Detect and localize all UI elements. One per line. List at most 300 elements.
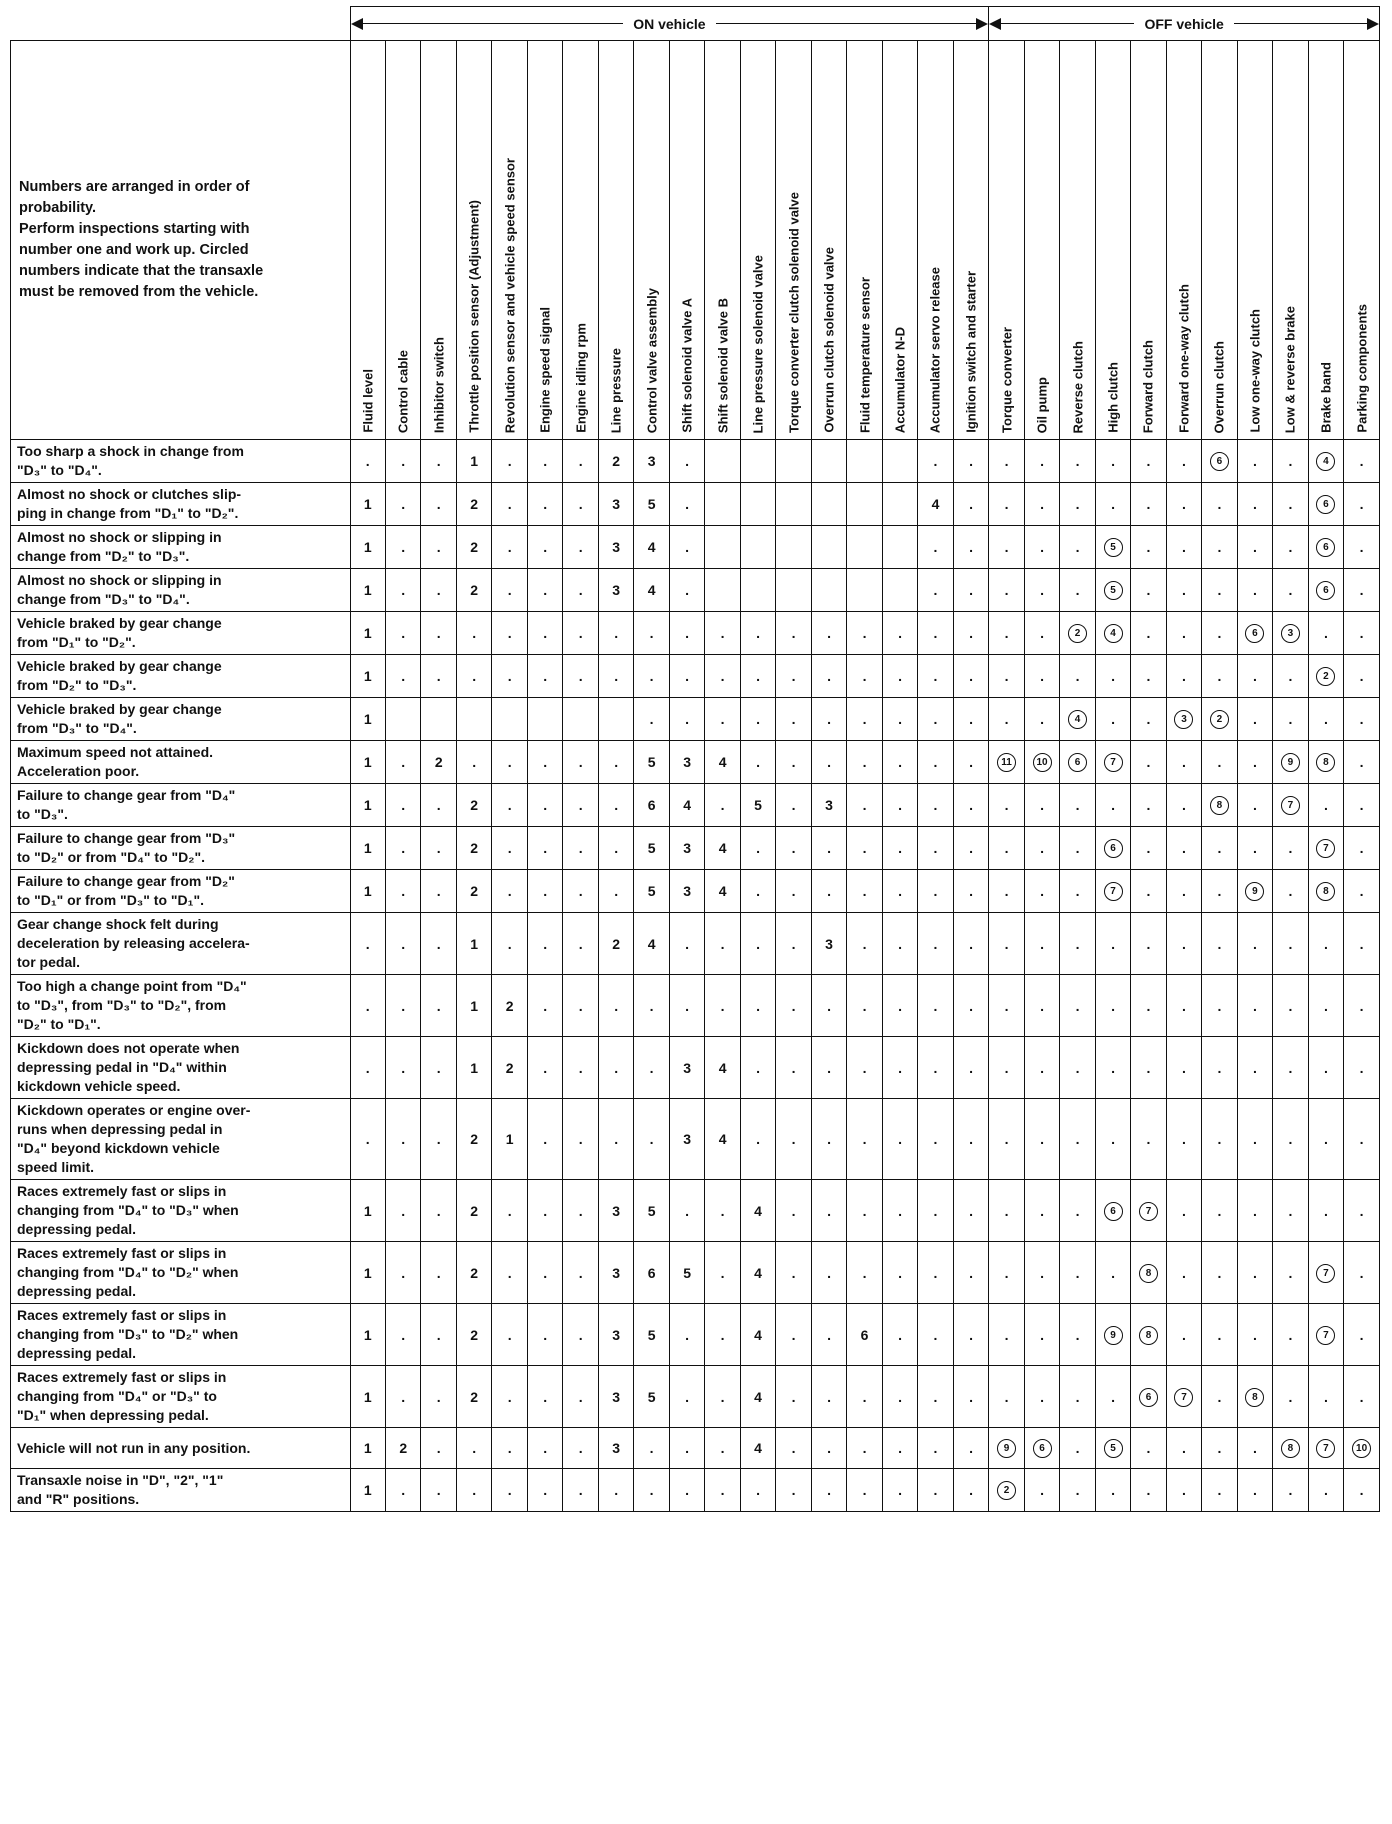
value-cell [385, 1428, 420, 1469]
value-cell [740, 612, 775, 655]
value-cell [421, 784, 456, 827]
value-cell [1166, 1469, 1201, 1512]
cell-value: . [1182, 797, 1186, 813]
cell-value: . [827, 1482, 831, 1498]
cell-value: . [933, 539, 938, 555]
value-cell [705, 975, 740, 1037]
symptom-line: Vehicle braked by gear change [17, 615, 222, 631]
column-label: Shift solenoid valve B [715, 297, 731, 433]
cell-value: . [1075, 1202, 1080, 1219]
circled-number: 7 [1316, 1264, 1335, 1283]
value-cell [740, 1099, 775, 1180]
value-cell [776, 1180, 811, 1242]
value-cell [1202, 1428, 1237, 1469]
value-cell [1273, 784, 1308, 827]
value-cell [1131, 784, 1166, 827]
cell-value: . [436, 539, 441, 555]
value-cell [634, 1469, 669, 1512]
value-cell [882, 655, 917, 698]
value-cell [1060, 1304, 1095, 1366]
value-cell [1095, 1099, 1130, 1180]
table-row [11, 1099, 1380, 1180]
value-cell [1060, 1099, 1095, 1180]
value-cell [1237, 784, 1272, 827]
cell-value: . [862, 668, 867, 684]
cell-value: . [1004, 625, 1009, 641]
cell-value: . [1146, 840, 1151, 856]
column-header [705, 41, 740, 440]
value-cell [1237, 1242, 1272, 1304]
value-cell [953, 1366, 989, 1428]
symptom-line: changing from "D₃" to "D₂" when [17, 1326, 239, 1342]
symptom-cell [11, 1366, 351, 1428]
cell-value: . [1359, 883, 1364, 899]
cell-value: . [827, 997, 831, 1014]
cell-value: . [649, 1440, 654, 1456]
cell-value: . [1004, 1388, 1009, 1405]
value-cell [882, 440, 917, 483]
circled-number: 8 [1139, 1326, 1158, 1345]
cell-value: . [1217, 1388, 1222, 1405]
value-cell [1273, 440, 1308, 483]
cell-value: 5 [647, 840, 656, 856]
value-cell [1166, 913, 1201, 975]
value-cell [918, 440, 953, 483]
cell-value: . [1040, 711, 1044, 727]
value-cell [634, 827, 669, 870]
group-header-row [11, 7, 1380, 41]
table-row [11, 1037, 1380, 1099]
value-cell [385, 870, 420, 913]
value-cell [1202, 440, 1237, 483]
cell-value: . [969, 711, 973, 727]
cell-value: . [791, 1388, 796, 1405]
column-label: Throttle position sensor (Adjustment) [466, 200, 482, 433]
value-cell [456, 1180, 491, 1242]
cell-value: . [649, 1482, 654, 1498]
table-row [11, 569, 1380, 612]
circled-number: 5 [1104, 538, 1123, 557]
cell-value: . [685, 1326, 690, 1343]
value-cell [385, 827, 420, 870]
circled-number: 6 [1139, 1388, 1158, 1407]
cell-value: . [1004, 840, 1009, 856]
value-cell [953, 698, 989, 741]
value-cell [1095, 741, 1130, 784]
value-cell [1308, 1037, 1343, 1099]
cell-value: . [720, 1264, 725, 1281]
value-cell [847, 975, 882, 1037]
value-cell [669, 1304, 704, 1366]
cell-value: . [543, 1059, 548, 1076]
value-cell [918, 1099, 953, 1180]
value-cell [989, 1428, 1024, 1469]
value-cell [350, 1037, 385, 1099]
value-cell [847, 870, 882, 913]
value-cell [1024, 1180, 1059, 1242]
value-cell [953, 975, 989, 1037]
value-cell [882, 1428, 917, 1469]
column-header [953, 41, 989, 440]
cell-value: . [1075, 797, 1080, 813]
value-cell [1308, 440, 1343, 483]
value-cell [1237, 1469, 1272, 1512]
symptom-cell [11, 975, 351, 1037]
cell-value: . [436, 453, 441, 469]
symptom-line: Races extremely fast or slips in [17, 1183, 227, 1199]
cell-value: 6 [860, 1326, 869, 1343]
cell-value: . [862, 997, 867, 1014]
value-cell [385, 1242, 420, 1304]
symptom-line: Kickdown operates or engine over- [17, 1102, 251, 1118]
value-cell [740, 975, 775, 1037]
column-label: Fluid temperature sensor [857, 276, 873, 433]
value-cell [1060, 526, 1095, 569]
cell-value: . [1217, 582, 1222, 598]
cell-value: 3 [612, 1440, 621, 1456]
value-cell [1202, 483, 1237, 526]
value-cell [385, 975, 420, 1037]
value-cell [492, 1304, 527, 1366]
value-cell [421, 569, 456, 612]
value-cell [492, 526, 527, 569]
value-cell [989, 440, 1024, 483]
cell-value: 5 [647, 1388, 656, 1405]
value-cell [705, 827, 740, 870]
column-header [1344, 41, 1380, 440]
value-cell [492, 870, 527, 913]
value-cell [1344, 655, 1380, 698]
cell-value: . [1323, 997, 1328, 1014]
value-cell [385, 655, 420, 698]
value-cell [847, 655, 882, 698]
value-cell [740, 827, 775, 870]
cell-value: . [1288, 453, 1293, 469]
value-cell [1237, 1304, 1272, 1366]
cell-value: 2 [505, 1059, 514, 1076]
symptom-cell [11, 741, 351, 784]
cell-value: . [1288, 1131, 1293, 1147]
cell-value: 2 [470, 1326, 479, 1343]
cell-value: 4 [754, 1388, 762, 1405]
cell-value: 3 [612, 539, 621, 555]
cell-value: . [1075, 582, 1080, 598]
value-cell [421, 698, 456, 741]
value-cell [1344, 1099, 1380, 1180]
cell-value: . [1253, 668, 1257, 684]
value-cell [882, 975, 917, 1037]
symptom-line: change from "D₃" to "D₄". [17, 591, 190, 607]
cell-value: . [1111, 496, 1115, 512]
cell-value: . [578, 997, 583, 1014]
value-cell [456, 1037, 491, 1099]
value-cell [492, 483, 527, 526]
cell-value: 4 [718, 1131, 727, 1147]
value-cell [1166, 526, 1201, 569]
cell-value: . [933, 668, 938, 684]
cell-value: . [1004, 1202, 1009, 1219]
cell-value: . [1359, 1202, 1364, 1219]
cell-value: . [614, 1131, 619, 1147]
cell-value: . [436, 1059, 441, 1076]
value-cell [1237, 612, 1272, 655]
symptom-line: Vehicle braked by gear change [17, 658, 222, 674]
column-label: Forward one-way clutch [1176, 284, 1192, 433]
cell-value: . [1359, 711, 1364, 727]
value-cell [1308, 741, 1343, 784]
column-label: Accumulator N-D [892, 326, 908, 433]
value-cell [776, 1366, 811, 1428]
cell-value: . [969, 1059, 973, 1076]
cell-value: . [1040, 1059, 1044, 1076]
table-row [11, 975, 1380, 1037]
cell-value: . [720, 625, 725, 641]
cell-value: . [1182, 1326, 1186, 1343]
cell-value: . [365, 453, 370, 469]
cell-value: 2 [470, 840, 479, 856]
cell-value: . [969, 883, 973, 899]
value-cell [847, 612, 882, 655]
value-cell [385, 526, 420, 569]
cell-value: . [791, 1131, 796, 1147]
cell-value: . [543, 1131, 548, 1147]
cell-value: . [1040, 997, 1044, 1014]
value-cell [953, 1469, 989, 1512]
value-cell [1344, 975, 1380, 1037]
value-cell [1273, 913, 1308, 975]
cell-value: . [1217, 1202, 1222, 1219]
cell-value: . [1182, 668, 1186, 684]
value-cell [1024, 526, 1059, 569]
cell-value: . [862, 935, 867, 952]
value-cell [953, 1037, 989, 1099]
cell-value: . [614, 625, 619, 641]
value-cell [1344, 612, 1380, 655]
value-cell [918, 741, 953, 784]
cell-value: . [1253, 582, 1257, 598]
value-cell [740, 526, 775, 569]
value-cell [1202, 1099, 1237, 1180]
value-cell [918, 1428, 953, 1469]
value-cell [989, 612, 1024, 655]
cell-value: 1 [470, 1059, 479, 1076]
cell-value: . [933, 711, 938, 727]
circled-number: 4 [1104, 624, 1123, 643]
value-cell [669, 1366, 704, 1428]
value-cell [492, 1428, 527, 1469]
symptom-line: Almost no shock or clutches slip- [17, 486, 242, 502]
value-cell [989, 569, 1024, 612]
value-cell [811, 741, 846, 784]
cell-value: . [507, 453, 512, 469]
value-cell [811, 827, 846, 870]
value-cell [1060, 784, 1095, 827]
value-cell [1344, 827, 1380, 870]
cell-value: . [933, 1131, 938, 1147]
cell-value: . [1040, 1202, 1044, 1219]
value-cell [740, 569, 775, 612]
cell-value: . [827, 883, 831, 899]
value-cell [882, 1469, 917, 1512]
cell-value: . [933, 625, 938, 641]
circled-number: 10 [1033, 753, 1052, 772]
column-header [1060, 41, 1095, 440]
cell-value: . [1075, 496, 1080, 512]
table-row [11, 698, 1380, 741]
cell-value: . [898, 1388, 902, 1405]
value-cell [456, 827, 491, 870]
cell-value: . [1182, 1131, 1186, 1147]
cell-value: . [933, 1326, 938, 1343]
cell-value: 2 [399, 1440, 408, 1456]
cell-value: . [578, 1326, 583, 1343]
cell-value: . [543, 625, 548, 641]
value-cell [1273, 1304, 1308, 1366]
value-cell [1024, 440, 1059, 483]
value-cell [776, 870, 811, 913]
value-cell [421, 483, 456, 526]
cell-value: . [1040, 668, 1044, 684]
value-cell [598, 1180, 633, 1242]
value-cell [385, 913, 420, 975]
cell-value: . [578, 935, 583, 952]
value-cell [1202, 526, 1237, 569]
blank-corner [11, 7, 351, 41]
cell-value: . [1288, 1388, 1293, 1405]
value-cell [385, 612, 420, 655]
value-cell [1344, 1366, 1380, 1428]
circled-number: 5 [1104, 581, 1123, 600]
cell-value: . [365, 997, 370, 1014]
value-cell [1344, 1037, 1380, 1099]
value-cell [1024, 1099, 1059, 1180]
symptom-line: runs when depressing pedal in [17, 1121, 223, 1137]
value-cell [1273, 612, 1308, 655]
value-cell [350, 741, 385, 784]
cell-value: . [685, 711, 690, 727]
value-cell [634, 698, 669, 741]
value-cell [598, 1304, 633, 1366]
value-cell [634, 1304, 669, 1366]
instructions-line: Numbers are arranged in order of [19, 179, 250, 195]
value-cell [918, 1469, 953, 1512]
cell-value: 1 [470, 997, 479, 1014]
value-cell [1024, 1242, 1059, 1304]
value-cell [598, 1037, 633, 1099]
value-cell [1095, 526, 1130, 569]
value-cell [1024, 1037, 1059, 1099]
cell-value: 1 [505, 1131, 514, 1147]
cell-value: . [1288, 1059, 1293, 1076]
cell-value: . [827, 668, 831, 684]
circled-number: 10 [1352, 1439, 1371, 1458]
cell-value: . [1075, 1440, 1080, 1456]
cell-value: . [401, 1264, 406, 1281]
symptom-line: ping in change from "D₁" to "D₂". [17, 505, 239, 521]
value-cell [456, 784, 491, 827]
cell-value: . [1217, 1482, 1222, 1498]
value-cell [740, 483, 775, 526]
cell-value: . [1288, 539, 1293, 555]
value-cell [350, 698, 385, 741]
value-cell [563, 1428, 598, 1469]
table-row [11, 526, 1380, 569]
value-cell [1166, 741, 1201, 784]
value-cell [1095, 1304, 1130, 1366]
cell-value: . [827, 1326, 831, 1343]
cell-value: . [1217, 754, 1222, 770]
value-cell [705, 1037, 740, 1099]
value-cell [456, 1099, 491, 1180]
cell-value: . [401, 883, 406, 899]
cell-value: 3 [683, 840, 691, 856]
value-cell [989, 526, 1024, 569]
symptom-line: Failure to change gear from "D₂" [17, 873, 235, 889]
value-cell [811, 569, 846, 612]
cell-value: 3 [825, 935, 833, 952]
cell-value: . [756, 711, 761, 727]
value-cell [527, 870, 562, 913]
cell-value: . [578, 496, 583, 512]
cell-value: . [436, 668, 441, 684]
circled-number: 8 [1210, 796, 1229, 815]
value-cell [776, 526, 811, 569]
value-cell [705, 440, 740, 483]
value-cell [1024, 784, 1059, 827]
cell-value: . [401, 1388, 406, 1405]
value-cell [456, 1304, 491, 1366]
value-cell [1166, 1099, 1201, 1180]
cell-value: . [472, 1482, 477, 1498]
cell-value: . [1075, 1388, 1080, 1405]
cell-value: . [827, 840, 831, 856]
column-header-row [11, 41, 1380, 440]
value-cell [1237, 569, 1272, 612]
value-cell [953, 1428, 989, 1469]
value-cell [1202, 655, 1237, 698]
value-cell [421, 1366, 456, 1428]
cell-value: . [436, 1388, 441, 1405]
cell-value: . [1111, 935, 1115, 952]
value-cell [492, 1099, 527, 1180]
value-cell [740, 1180, 775, 1242]
value-cell [705, 483, 740, 526]
value-cell [776, 784, 811, 827]
column-label: Overrun clutch [1211, 340, 1227, 433]
symptom-line: changing from "D₄" to "D₂" when [17, 1264, 239, 1280]
value-cell [421, 1037, 456, 1099]
cell-value: . [1040, 496, 1044, 512]
cell-value: . [1111, 711, 1115, 727]
value-cell [563, 870, 598, 913]
cell-value: . [401, 1131, 406, 1147]
value-cell [598, 870, 633, 913]
instructions-line: probability. [19, 200, 97, 216]
value-cell [1095, 1469, 1130, 1512]
value-cell [527, 784, 562, 827]
cell-value: 5 [647, 754, 656, 770]
value-cell [811, 1037, 846, 1099]
symptom-line: kickdown vehicle speed. [17, 1078, 181, 1094]
cell-value: . [1146, 453, 1151, 469]
cell-value: . [933, 1059, 938, 1076]
value-cell [776, 655, 811, 698]
cell-value: 1 [363, 1440, 372, 1456]
symptom-line: tor pedal. [17, 954, 81, 970]
value-cell [527, 1469, 562, 1512]
cell-value: . [543, 997, 548, 1014]
cell-value: . [1004, 1264, 1009, 1281]
